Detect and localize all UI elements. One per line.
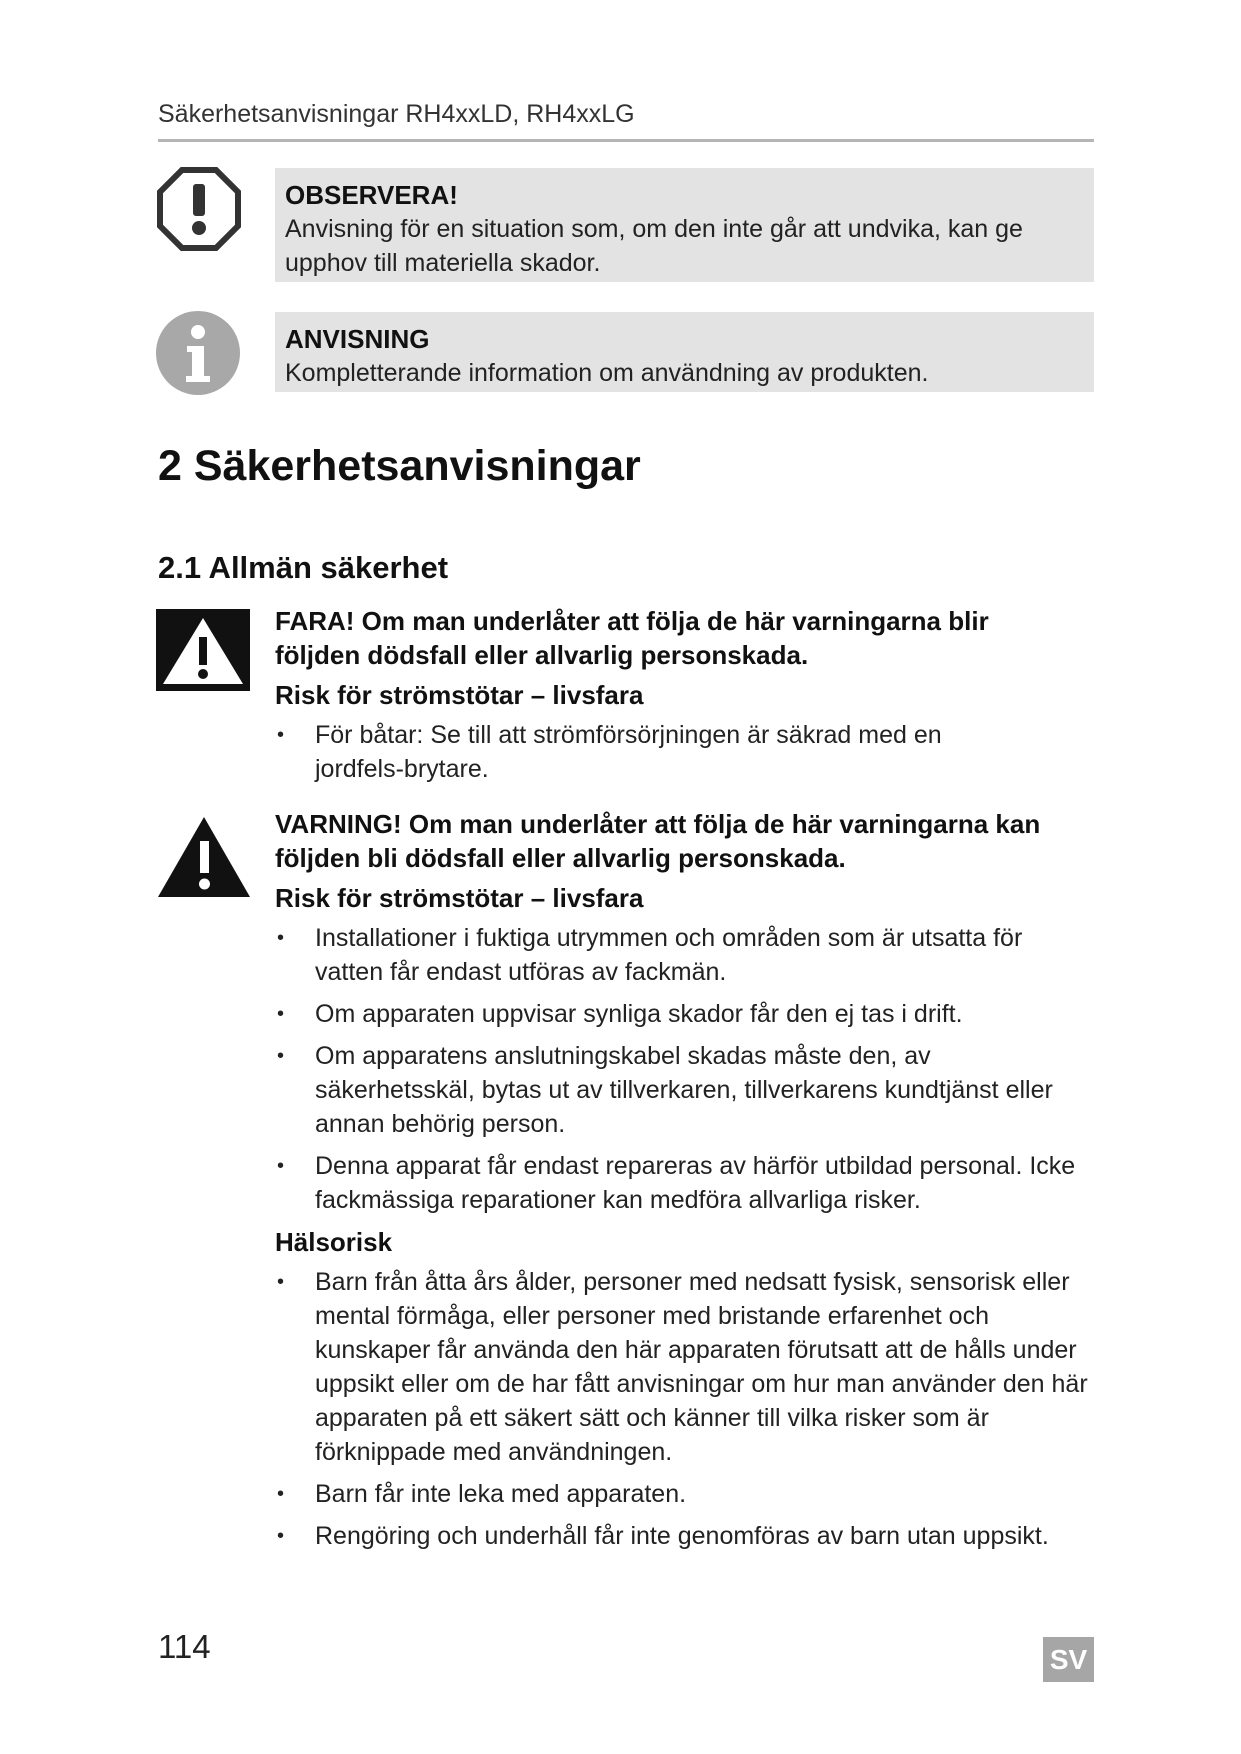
subsection-heading: 2.1 Allmän säkerhet bbox=[158, 550, 449, 585]
list-item: • Om apparatens anslutningskabel skadas måste den, av säkerhetsskäl, bytas ut av tillverkaren, tillverkarens kundtjänst eller annan behörig person. bbox=[277, 1042, 1053, 1138]
list-item: • Om apparaten uppvisar synliga skador får den ej tas i drift. bbox=[277, 1000, 963, 1028]
danger-risk-title: Risk för strömstötar – livsfara bbox=[275, 680, 644, 710]
section-heading: 2 Säkerhetsanvisningar bbox=[158, 442, 641, 490]
health-risk-title: Hälsorisk bbox=[275, 1227, 393, 1257]
notice-text: Anvisning för en situation som, om den inte går att undvika, kan ge upphov till materiella skador. bbox=[285, 215, 1023, 277]
info-circle-icon bbox=[155, 310, 241, 396]
list-item: • Barn från åtta års ålder, personer med nedsatt fysisk, sensorisk eller mental förmåga, eller personer med bristande erfarenhet och kunskaper får använda den här apparaten förutsatt att de hålls under uppsikt eller om de har fått anvisningar om hur man använder den här apparaten på ett säkert sätt och känner till vilka risker som är förknippade med användningen. bbox=[277, 1268, 1088, 1466]
exclamation-octagon-icon bbox=[156, 166, 242, 252]
warning-block bbox=[275, 807, 1095, 1561]
warning-title bbox=[275, 807, 1095, 875]
danger-block bbox=[275, 604, 1095, 794]
list-item: • Denna apparat får endast repareras av härför utbildad personal. Icke fackmässiga reparationer kan medföra allvarliga risker. bbox=[277, 1152, 1076, 1214]
notice-text: Kompletterande information om användning av produkten. bbox=[285, 359, 929, 387]
observera-notice bbox=[275, 168, 1094, 282]
notice-title: OBSERVERA! bbox=[285, 180, 458, 210]
language-badge: SV bbox=[1043, 1637, 1094, 1682]
warning-risk-title: Risk för strömstötar – livsfara bbox=[275, 883, 644, 913]
notice-title: ANVISNING bbox=[285, 324, 430, 354]
danger-list bbox=[275, 718, 1095, 786]
health-list bbox=[275, 1265, 1095, 1553]
anvisning-notice bbox=[275, 312, 1094, 392]
list-item: • Rengöring och underhåll får inte genomföras av barn utan uppsikt. bbox=[277, 1522, 1049, 1550]
danger-title-line2: följden dödsfall eller allvarlig personskada. bbox=[275, 640, 809, 670]
page-header: Säkerhetsanvisningar RH4xxLD, RH4xxLG bbox=[158, 100, 1094, 142]
warning-title-line1: VARNING! Om man underlåter att följa de här varningarna kan bbox=[275, 809, 1041, 839]
danger-warning-icon bbox=[156, 609, 250, 691]
list-item: • Installationer i fuktiga utrymmen och områden som är utsatta för vatten får endast utföras av fackmän. bbox=[277, 924, 1023, 986]
danger-title-line1: FARA! Om man underlåter att följa de här varningarna blir bbox=[275, 606, 989, 636]
list-item: • Barn får inte leka med apparaten. bbox=[277, 1480, 687, 1508]
warning-title-line2: följden bli dödsfall eller allvarlig personskada. bbox=[275, 843, 846, 873]
list-item: • För båtar: Se till att strömförsörjningen är säkrad med en jordfels-brytare. bbox=[277, 721, 942, 783]
warning-list bbox=[275, 921, 1095, 1217]
warning-triangle-icon bbox=[156, 815, 252, 899]
page-number: 114 bbox=[158, 1628, 211, 1665]
danger-title bbox=[275, 604, 1095, 672]
